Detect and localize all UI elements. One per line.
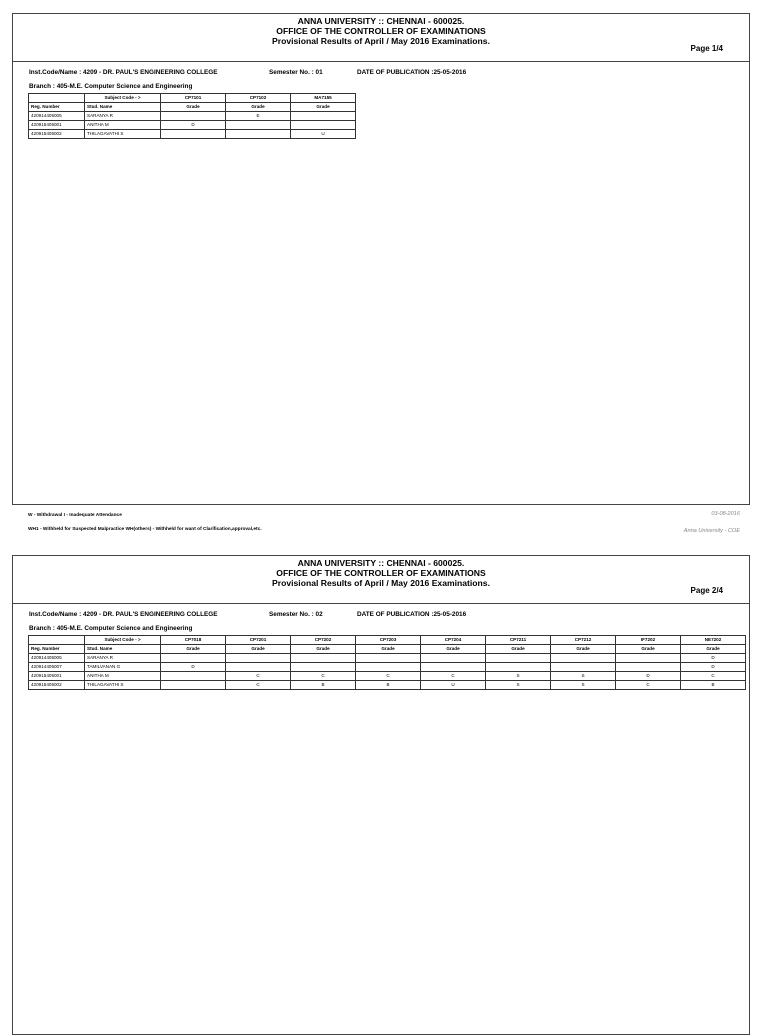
grade-header: Grade bbox=[161, 103, 226, 112]
grade-header: Grade bbox=[681, 645, 746, 654]
table-row bbox=[29, 681, 746, 690]
results-title: Provisional Results of April / May 2016 Examinations. bbox=[272, 578, 490, 588]
page-number: Page 2/4 bbox=[690, 586, 723, 595]
stud-name-header: Stud. Name bbox=[85, 645, 161, 654]
grade-cell: U bbox=[291, 130, 356, 139]
subject-code: CP7202 bbox=[291, 636, 356, 645]
grade-cell: B bbox=[681, 681, 746, 690]
subject-code: CP7203 bbox=[356, 636, 421, 645]
grade-cell: B bbox=[291, 681, 356, 690]
grade-cell bbox=[226, 121, 291, 130]
grade-cell: C bbox=[681, 672, 746, 681]
grade-cell bbox=[551, 663, 616, 672]
grade-cell: U bbox=[421, 681, 486, 690]
student-name: ANITHA M bbox=[85, 672, 161, 681]
grade-cell: D bbox=[161, 121, 226, 130]
grade-cell bbox=[161, 672, 226, 681]
subject-code: NE7202 bbox=[681, 636, 746, 645]
grade-cell: D bbox=[681, 654, 746, 663]
table-row bbox=[29, 654, 746, 663]
grade-cell: C bbox=[421, 672, 486, 681]
student-name: SARANYA R bbox=[85, 112, 161, 121]
branch-name: Branch : 405-M.E. Computer Science and Engineering bbox=[29, 625, 193, 632]
grade-cell bbox=[291, 112, 356, 121]
publication-date: DATE OF PUBLICATION :25-05-2016 bbox=[357, 69, 467, 76]
grade-cell: C bbox=[226, 681, 291, 690]
table-row bbox=[29, 663, 746, 672]
grade-cell: S bbox=[486, 681, 551, 690]
column-header-row bbox=[29, 645, 746, 654]
info-line bbox=[13, 611, 749, 625]
grade-cell: C bbox=[616, 681, 681, 690]
student-name: ANITHA M bbox=[85, 121, 161, 130]
grade-cell bbox=[616, 654, 681, 663]
grade-cell bbox=[486, 663, 551, 672]
column-header-row bbox=[29, 103, 356, 112]
result-page-1 bbox=[12, 13, 750, 505]
subject-code: CP7102 bbox=[226, 94, 291, 103]
blank-cell bbox=[29, 636, 85, 645]
student-name: TAMILVANAN G bbox=[85, 663, 161, 672]
blank-cell bbox=[29, 94, 85, 103]
grade-header: Grade bbox=[226, 103, 291, 112]
grade-cell: E bbox=[226, 112, 291, 121]
institution-name: Inst.Code/Name : 4209 - DR. PAUL'S ENGINEERING COLLEGE bbox=[29, 611, 218, 618]
footer-org: Anna University - COE bbox=[683, 528, 740, 534]
table-row bbox=[29, 130, 356, 139]
reg-number: 420914405005 bbox=[29, 112, 85, 121]
student-name: THILAGAVATHI S bbox=[85, 130, 161, 139]
page-number: Page 1/4 bbox=[690, 44, 723, 53]
grade-header: Grade bbox=[356, 645, 421, 654]
grade-cell bbox=[421, 654, 486, 663]
reg-number: 420915405002 bbox=[29, 130, 85, 139]
office-title: OFFICE OF THE CONTROLLER OF EXAMINATIONS bbox=[276, 568, 486, 578]
legend-line-1: W - Withdrawal I - Inadequate Attendance bbox=[28, 513, 122, 518]
university-title: ANNA UNIVERSITY :: CHENNAI - 600025. bbox=[297, 16, 465, 26]
grade-cell bbox=[161, 130, 226, 139]
subject-code: CP7101 bbox=[161, 94, 226, 103]
grade-cell bbox=[226, 130, 291, 139]
grade-cell bbox=[356, 663, 421, 672]
grade-header: Grade bbox=[291, 103, 356, 112]
info-line bbox=[13, 69, 749, 83]
result-page-2 bbox=[12, 555, 750, 1035]
grade-cell bbox=[616, 663, 681, 672]
grade-header: Grade bbox=[486, 645, 551, 654]
student-name: SARANYA R bbox=[85, 654, 161, 663]
grade-cell bbox=[291, 663, 356, 672]
grade-cell bbox=[161, 654, 226, 663]
grade-header: Grade bbox=[616, 645, 681, 654]
table-row bbox=[29, 672, 746, 681]
reg-number: 420915405001 bbox=[29, 121, 85, 130]
stud-name-header: Stud. Name bbox=[85, 103, 161, 112]
results-table bbox=[28, 93, 356, 139]
legend-line-2: WH1 - Withheld for Suspected Malpractice WH(others) - Withheld for want of Clarification,approval,etc. bbox=[28, 527, 262, 532]
institution-name: Inst.Code/Name : 4209 - DR. PAUL'S ENGINEERING COLLEGE bbox=[29, 69, 218, 76]
subject-code-row bbox=[29, 636, 746, 645]
grade-header: Grade bbox=[291, 645, 356, 654]
grade-cell bbox=[291, 654, 356, 663]
reg-number: 420915405002 bbox=[29, 681, 85, 690]
grade-cell bbox=[226, 663, 291, 672]
subject-code: CP7201 bbox=[226, 636, 291, 645]
subject-code: CP7212 bbox=[551, 636, 616, 645]
grade-cell bbox=[421, 663, 486, 672]
grade-cell bbox=[291, 121, 356, 130]
results-table bbox=[28, 635, 746, 690]
grade-header: Grade bbox=[421, 645, 486, 654]
subject-code: CP7018 bbox=[161, 636, 226, 645]
results-title: Provisional Results of April / May 2016 Examinations. bbox=[272, 36, 490, 46]
grade-cell bbox=[161, 681, 226, 690]
table-row bbox=[29, 112, 356, 121]
table-row bbox=[29, 121, 356, 130]
page-header bbox=[13, 556, 749, 604]
publication-date: DATE OF PUBLICATION :25-05-2016 bbox=[357, 611, 467, 618]
grade-cell: C bbox=[356, 672, 421, 681]
office-title: OFFICE OF THE CONTROLLER OF EXAMINATIONS bbox=[276, 26, 486, 36]
print-date: 03-08-2016 bbox=[711, 511, 740, 517]
subject-code: CP7204 bbox=[421, 636, 486, 645]
grade-cell bbox=[486, 654, 551, 663]
grade-cell bbox=[161, 112, 226, 121]
subject-code: MA7155 bbox=[291, 94, 356, 103]
grade-cell bbox=[356, 654, 421, 663]
grade-cell: D bbox=[161, 663, 226, 672]
grade-cell: S bbox=[486, 672, 551, 681]
semester-number: Semester No. : 01 bbox=[269, 69, 323, 76]
subject-code: IF7202 bbox=[616, 636, 681, 645]
reg-number: 420914405007 bbox=[29, 663, 85, 672]
subject-code-label: Subject Code - > bbox=[85, 636, 161, 645]
reg-number: 420915405001 bbox=[29, 672, 85, 681]
grade-cell: C bbox=[226, 672, 291, 681]
grade-cell bbox=[226, 654, 291, 663]
subject-code-label: Subject Code - > bbox=[85, 94, 161, 103]
reg-number: 420914405005 bbox=[29, 654, 85, 663]
grade-cell: C bbox=[291, 672, 356, 681]
semester-number: Semester No. : 02 bbox=[269, 611, 323, 618]
reg-number-header: Reg. Number bbox=[29, 103, 85, 112]
grade-header: Grade bbox=[551, 645, 616, 654]
grade-header: Grade bbox=[226, 645, 291, 654]
branch-name: Branch : 405-M.E. Computer Science and Engineering bbox=[29, 83, 193, 90]
subject-code: CP7211 bbox=[486, 636, 551, 645]
student-name: THILAGAVATHI S bbox=[85, 681, 161, 690]
grade-cell: D bbox=[681, 663, 746, 672]
grade-cell: D bbox=[616, 672, 681, 681]
grade-cell: B bbox=[356, 681, 421, 690]
grade-cell: S bbox=[551, 672, 616, 681]
grade-cell bbox=[551, 654, 616, 663]
university-title: ANNA UNIVERSITY :: CHENNAI - 600025. bbox=[297, 558, 465, 568]
page-header bbox=[13, 14, 749, 62]
grade-cell: S bbox=[551, 681, 616, 690]
reg-number-header: Reg. Number bbox=[29, 645, 85, 654]
subject-code-row bbox=[29, 94, 356, 103]
grade-header: Grade bbox=[161, 645, 226, 654]
